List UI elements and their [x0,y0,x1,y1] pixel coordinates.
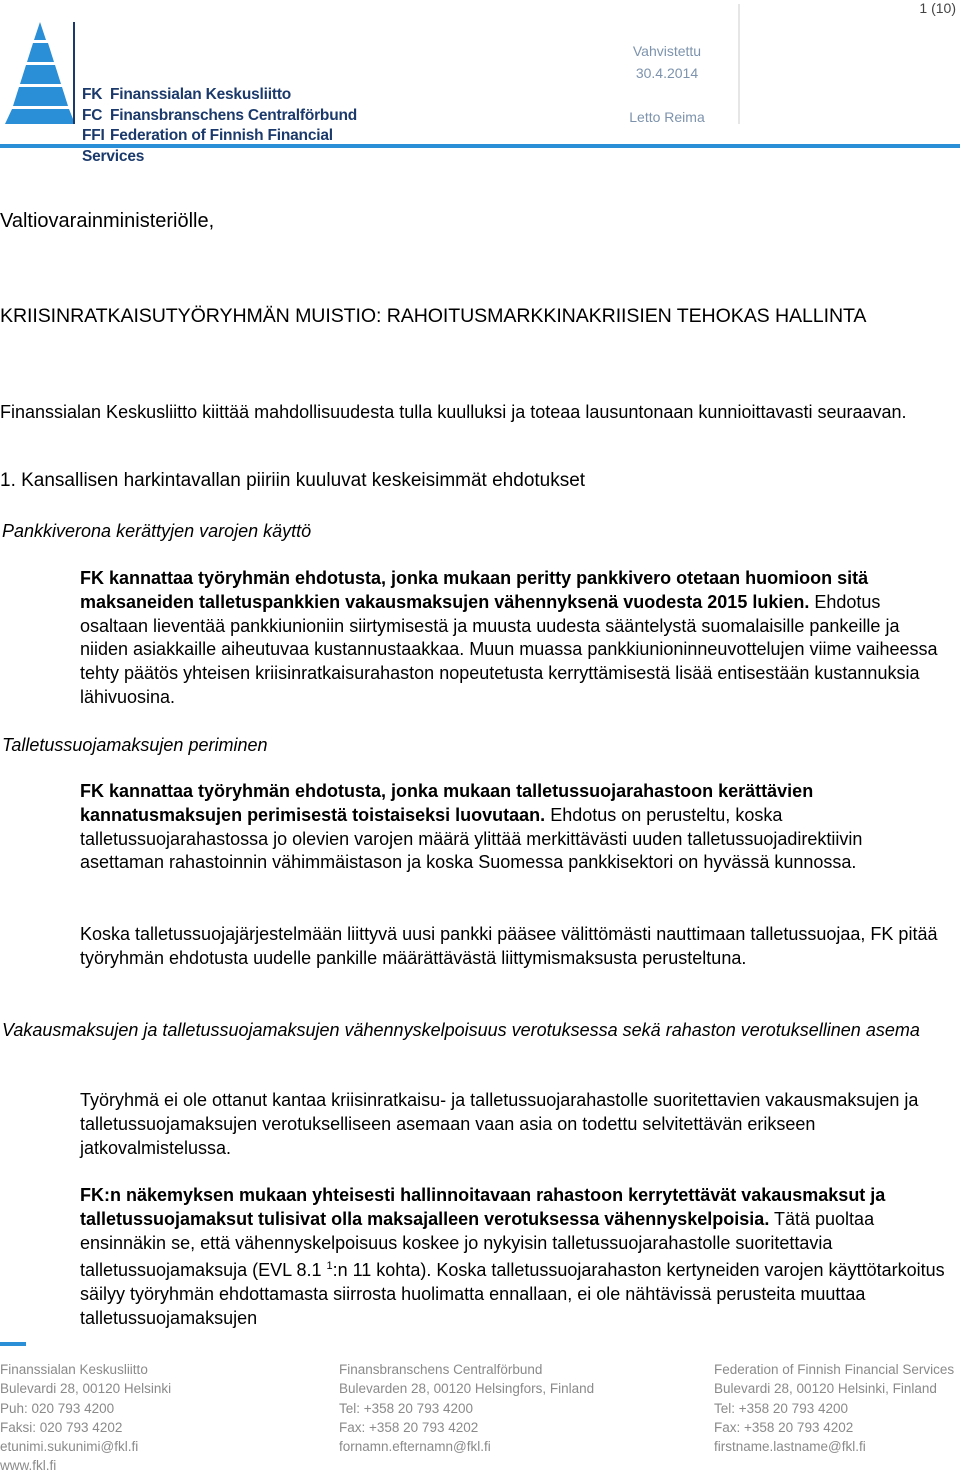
logo-line-fk: FK Finanssialan Keskusliitto [82,86,292,103]
footer-column-en [714,1360,954,1456]
document-status [612,40,722,128]
footer-sv-name: Finansbranschens Centralförbund [339,1362,543,1377]
paragraph-deductibility-text: Tätä puoltaa ensinnäkin se, että vähennyskelpoisuus koskee jo nykyisin talletussuojarahastolle suoritettavia talletussuojamaksuja (EVL 8.1 [80,1208,875,1281]
paragraph-deductibility [80,1184,950,1331]
footer-fi-address: Bulevardi 28, 00120 Helsinki [0,1381,172,1397]
footer-fi-website[interactable]: www.fkl.fi [0,1458,57,1471]
footer-fi-email[interactable]: etunimi.sukunimi@fkl.fi [0,1439,139,1455]
status-label: Vahvistettu [632,43,702,59]
footer-column-fi [0,1360,171,1471]
header-rule [0,144,960,148]
document-title: KRIISINRATKAISUTYÖRYHMÄN MUISTIO: RAHOITUSMARKKINAKRIISIEN TEHOKAS HALLINTA [0,305,867,327]
page-number: 1 (10) [919,0,956,16]
footer-en-name: Federation of Finnish Financial Services [714,1362,955,1377]
footer-sv-fax: Fax: +358 20 793 4202 [339,1419,479,1435]
fk-logo [0,20,390,165]
paragraph-deposit-fees [80,780,950,875]
footer-mark [0,1342,26,1346]
logo-line-fc: FC Finansbranschens Centralförbund [82,106,357,124]
status-approver: Letto Reima [629,109,705,125]
footer-fi-name: Finanssialan Keskusliitto [0,1362,148,1377]
addressee: Valtiovarainministeriölle, [0,210,215,232]
footer-en-address: Bulevardi 28, 00120 Helsinki, Finland [714,1381,937,1397]
footer-en-fax: Fax: +358 20 793 4202 [714,1419,854,1435]
paragraph-deposit-fees-text: Ehdotus on perusteltu, koska talletussuojarahastossa jo olevien varojen määrä ylittää merkittävästi uuden talletussuojadirektiivin asettaman rahastoinnin vähimmäistason ja koska Suomessa pankkisektori on hyvässä kunnossa. [80,804,863,873]
paragraph-bank-tax [80,567,950,710]
section-heading: 1. Kansallisen harkintavallan piiriin kuuluvat keskeisimmät ehdotukset [0,470,586,491]
intro-paragraph: Finanssialan Keskusliitto kiittää mahdollisuudesta tulla kuulluksi ja toteaa lausuntonaan kunnioittavasti seuraavan. [0,402,907,422]
logo-line-ffi: FFI Federation of Finnish Financial Services [82,127,333,165]
paragraph-deposit-fees-bold: FK kannattaa työryhmän ehdotusta, jonka mukaan talletussuojarahastoon kerättävien kannatusmaksujen perimisestä toistaiseksi luovutaan. [80,781,814,825]
paragraph-bank-tax-text: Ehdotus osaltaan lieventää pankkiunioniin siirtymisestä ja muusta uudesta sääntelystä suomalaisille pankeille ja niiden asiakkaille aiheutuvaa kustannustaakkaa. Muun muassa pankkiunioninneuvottelujen viime vaiheessa tehty päätös yhteisen kriisinratkaisurahaston nopeutetusta kerryttämisestä lisää entisestään kustannuksia lähivuosina. [80,591,938,707]
footer-en-email[interactable]: firstname.lastname@fkl.fi [714,1439,866,1455]
footer-en-phone: Tel: +358 20 793 4200 [714,1400,848,1416]
footer-column-sv [339,1360,594,1456]
paragraph-new-bank-fee: Koska talletussuojajärjestelmään liittyvä uusi pankki pääsee välittömästi nauttimaan talletussuojaa, FK pitää työryhmän ehdotusta uudelle pankille määrättävästä liittymismaksusta perusteltuna. [80,924,938,968]
paragraph-deductibility-bold: FK:n näkemyksen mukaan yhteisesti hallinnoitavaan rahastoon kerrytettävät vakausmaksut ja talletussuojamaksut tulisivat olla maksajalleen verotuksessa vähennyskelpoisia. [80,1185,886,1229]
footnote-ref[interactable]: 1 [326,1260,333,1273]
footer-sv-address: Bulevarden 28, 00120 Helsingfors, Finland [339,1381,595,1397]
subheading-tax-deductibility: Vakausmaksujen ja talletussuojamaksujen vähennyskelpoisuus verotuksessa sekä rahaston verotuksellinen asema [2,1020,920,1040]
footer-sv-phone: Tel: +358 20 793 4200 [339,1400,473,1416]
footer-fi-fax: Faksi: 020 793 4202 [0,1419,123,1435]
paragraph-deductibility-tail: :n 11 kohta). Koska talletussuojarahaston kertyneiden varojen käyttötarkoitus säilyy työryhmän ehdottamasta siirrosta huolimatta ennallaan, ei ole nähtävissä perusteita muuttaa talletussuojamaksujen [80,1260,945,1328]
paragraph-tax-position: Työryhmä ei ole ottanut kantaa kriisinratkaisu- ja talletussuojarahastolle suoritettavien vakausmaksujen ja talletussuojamaksujen verotukselliseen asemaan vaan asia on todettu selvitettävän erikseen jatkovalmistelussa. [80,1090,919,1158]
logo-tree-icon [0,20,80,126]
footer-sv-email[interactable]: fornamn.efternamn@fkl.fi [339,1439,491,1455]
subheading-bank-tax: Pankkiverona kerättyjen varojen käyttö [2,521,312,541]
paragraph-bank-tax-bold: FK kannattaa työryhmän ehdotusta, jonka mukaan peritty pankkivero otetaan huomioon sitä maksaneiden talletuspankkien vakausmaksujen vähennyksenä vuodesta 2015 lukien. [80,568,869,612]
logo-text [82,85,390,167]
subheading-deposit-fees: Talletussuojamaksujen periminen [2,735,268,755]
footer-fi-phone: Puh: 020 793 4200 [0,1400,115,1416]
header-divider [738,4,740,124]
status-date: 30.4.2014 [635,65,699,81]
